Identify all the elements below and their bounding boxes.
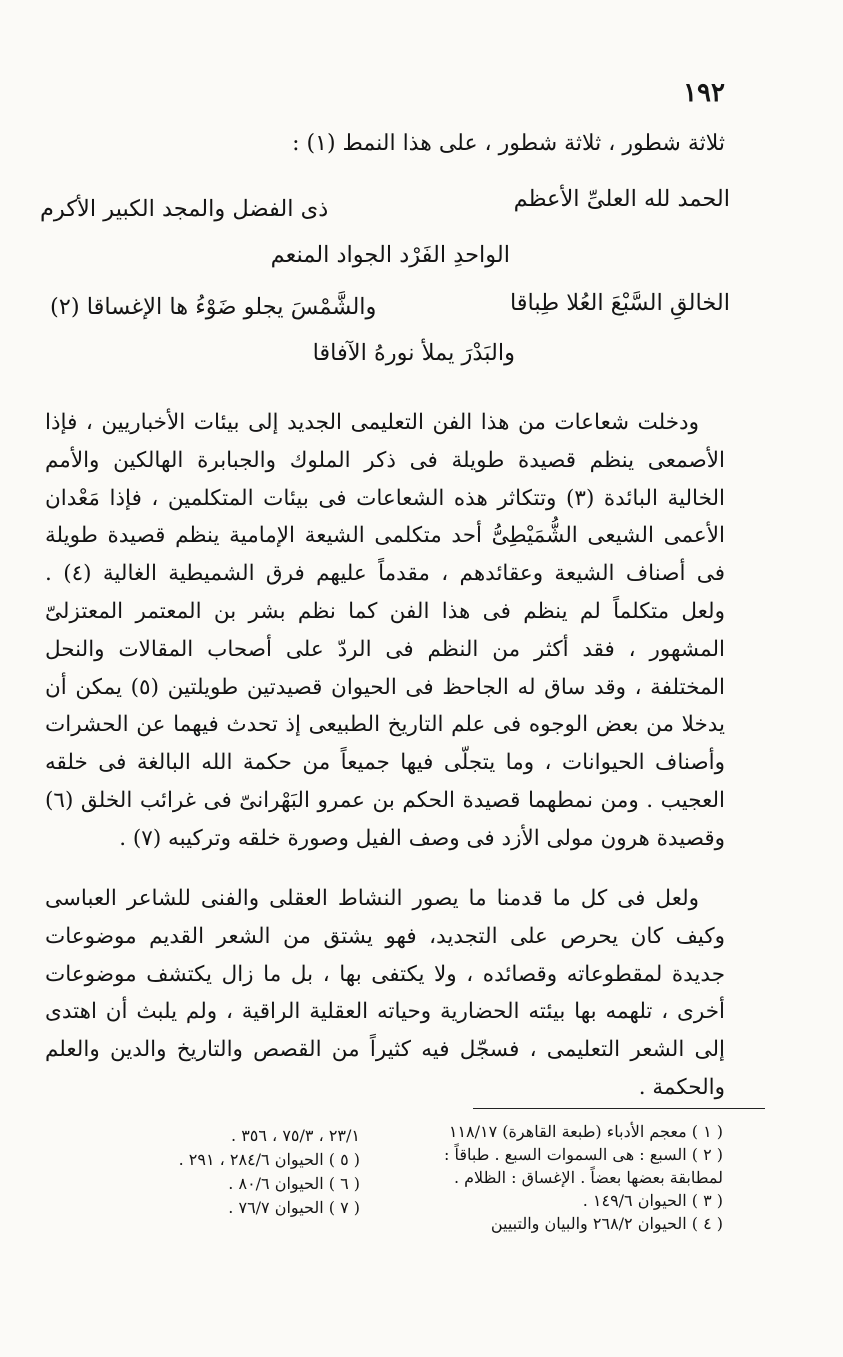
footnote: ( ١ ) معجم الأدباء (طبعة القاهرة) ١١٨/١٧	[448, 1122, 723, 1141]
page-number: ١٩٢	[683, 78, 725, 108]
footnote: ( ٦ ) الحيوان ٨٠/٦ .	[228, 1174, 360, 1193]
paragraph-text: ولعل فى كل ما قدمنا ما يصور النشاط العقلى والفنى للشاعر العباسى وكيف كان يحرص على التجديد، فهو يشتق من الشعر القديم موضوعات جديدة لمقطوعاته وقصائده ، ولا يكتفى بها ، بل ما زال يكتشف موضوعات أخرى ، تلهمه بها بيئته الحضارية وحياته العقلية الراقية ، ولم يلبث أن اهتدى إلى الشعر التعليمى ، فسجّل فيه كثيراً من القصص والتاريخ والدين والعلم والحكمة .	[45, 886, 725, 1100]
footnote-rule	[473, 1108, 765, 1109]
footnote: ( ٢ ) السبع : هى السموات السبع . طباقاً :	[443, 1145, 723, 1164]
footnotes-left-column	[120, 1124, 360, 1220]
paragraph-text: ودخلت شعاعات من هذا الفن التعليمى الجديد إلى بيئات الأخباريين ، فإذا الأصمعى ينظم قصيدة طويلة فى ذكر الملوك والجبابرة الهالكين والأمم الخالية البائدة (٣) وتتكاثر هذه الشعاعات فى بيئات المتكلمين ، فإذا مَعْدان الأعمى الشيعى الشُّمَيْطِىُّ أحد متكلمى الشيعة الإمامية ينظم قصيدة طويلة فى أصناف الشيعة وعقائدهم ، مقدماً عليهم فرق الشميطية الغالية (٤) . ولعل متكلماً لم ينظم فى هذا الفن كما نظم بشر بن المعتمر المعتزلىّ المشهور ، فقد أكثر من النظم فى الردّ على أصحاب المقالات والنحل المختلفة ، وقد ساق له الجاحظ فى الحيوان قصيدتين طويلتين (٥) يمكن أن يدخلا من بعض الوجوه فى علم التاريخ الطبيعى إذ تحدث فيهما عن الحشرات وأصناف الحيوانات ، وما يتجلّى فيها جميعاً من حكمة الله البالغة فى خلقه العجيب . ومن نمطهما قصيدة الحكم بن عمرو البَهْرانىّ فى غرائب الخلق (٦) وقصيدة هرون مولى الأزد فى وصف الفيل وصورة خلقه وتركيبه (٧) .	[45, 410, 726, 851]
poem-hemistich: الحمد لله العلىِّ الأعظم	[513, 186, 730, 212]
footnote: ( ٥ ) الحيوان ٢٨٤/٦ ، ٢٩١ .	[178, 1150, 360, 1169]
footnote: لمطابقة بعضها بعضاً . الإغساق : الظلام .	[453, 1168, 723, 1187]
footnote: ( ٧ ) الحيوان ٧٦/٧ .	[228, 1198, 360, 1217]
poem-hemistich: ذى الفضل والمجد الكبير الأكرم	[40, 196, 329, 222]
footnote: ٢٣/١ ، ٧٥/٣ ، ٣٥٦ .	[231, 1126, 360, 1145]
poem-hemistich: والشَّمْسَ يجلو ضَوْءُ ها الإغساقا (٢)	[50, 294, 377, 320]
footnotes-right-column	[413, 1120, 723, 1235]
paragraph	[45, 880, 725, 1107]
intro-line: ثلاثة شطور ، ثلاثة شطور ، على هذا النمط (١) :	[292, 131, 725, 156]
paragraph	[45, 404, 725, 858]
footnote: ( ٣ ) الحيوان ١٤٩/٦ .	[582, 1191, 723, 1210]
poem-hemistich: والبَدْرَ يملأ نورهُ الآفاقا	[312, 340, 515, 366]
poem-hemistich: الخالقِ السَّبْعَ العُلا طِباقا	[509, 290, 730, 316]
poem-hemistich: الواحدِ الفَرْد الجواد المنعم	[270, 242, 510, 268]
footnote: ( ٤ ) الحيوان ٢٦٨/٢ والبيان والتبيين	[490, 1214, 723, 1233]
